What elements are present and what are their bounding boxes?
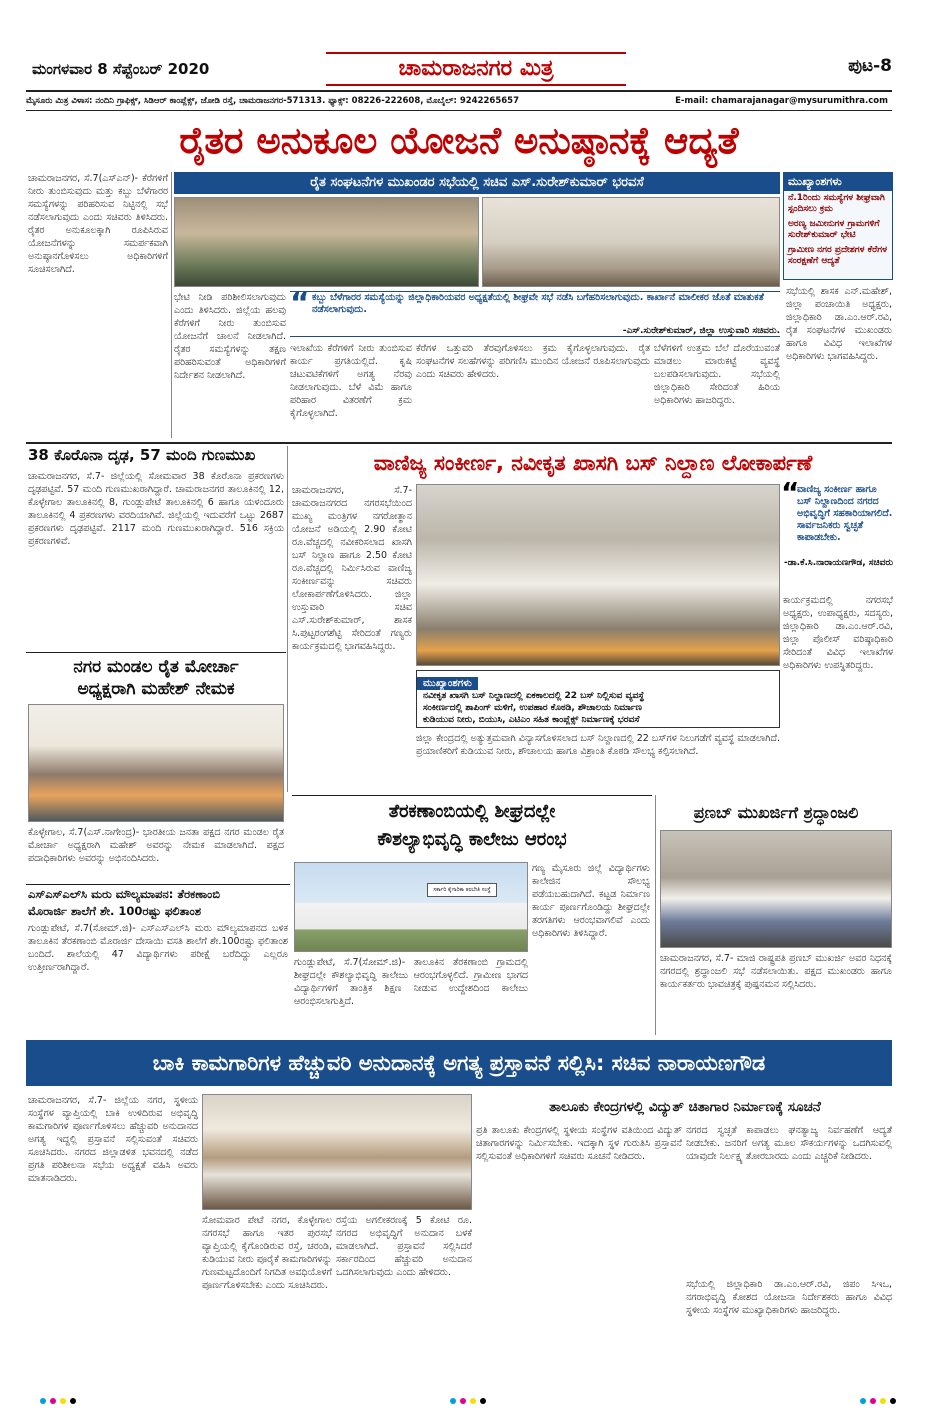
registration-dot-icon (40, 1398, 46, 1404)
corona-headline: 38 ಕೊರೊನಾ ದೃಢ, 57 ಮಂದಿ ಗುಣಮುಖ (28, 446, 256, 464)
bus-stand-highlight-item: ನವೀಕೃತ ಖಾಸಗಿ ಬಸ್ ನಿಲ್ದಾಣದಲ್ಲಿ ಏಕಕಾಲದಲ್ಲಿ 22 ಬಸ್ ನಿಲ್ಲಿಸುವ ವ್ಯವಸ್ಥೆ (423, 691, 645, 701)
mahesh-headline (28, 656, 284, 702)
bus-stand-headline: ವಾಣಿಜ್ಯ ಸಂಕೀರ್ಣ, ನವೀಕೃತ ಖಾಸಗಿ ಬಸ್ ನಿಲ್ದಾಣ ಲೋಕಾರ್ಪಣೆ (373, 451, 813, 475)
masthead (26, 52, 892, 88)
registration-dot-icon (890, 1398, 896, 1404)
mahesh-photo-felicitation (28, 704, 284, 822)
lead-highlight-item: ಅರಣ್ಯ ಜಮೀನುಗಳ ಗ್ರಾಮಗಳಿಗೆ ಸುರೇಶ್‌ಕುಮಾರ್ ಭೇಟಿ (788, 219, 880, 240)
lead-col-a: ಭೇಟಿ ನೀಡಿ ಪರಿಶೀಲಿಸಲಾಗುವುದು ಎಂದು ತಿಳಿಸಿದರು. ಜಿಲ್ಲೆಯ ಹಲವು ಕೆರೆಗಳಿಗೆ ನೀರು ತುಂಬಿಸುವ ಯೋಜನೆಗೆ ಚಾಲನೆ ನೀಡಲಾಗಿದೆ. ರೈತರ ಸಮಸ್ಯೆಗಳನ್ನು ತಕ್ಷಣ ಪರಿಹರಿಸುವಂತೆ ಅಧಿಕಾರಿಗಳಿಗೆ ನಿರ್ದೇಶನ ನೀಡಲಾಗಿದೆ. (174, 292, 286, 381)
publisher-strip (26, 93, 892, 109)
masthead-logo (326, 52, 626, 86)
bus-stand-highlight-item: ಕುಡಿಯುವ ನೀರು, ಬಿಯುಸಿ, ಎಟಿಎಂ ಸಹಿತ ಕಾಂಪ್ಲೆಕ್ಸ್ ನಿರ್ಮಾಣಕ್ಕೆ ಭರವಸೆ (423, 715, 640, 725)
pranab-photo-tribute (660, 830, 892, 948)
pranab-headline: ಪ್ರಣಬ್ ಮುಖರ್ಜಿಗೆ ಶ್ರದ್ಧಾಂಜಲಿ (693, 803, 859, 822)
bottom-col3: ರಸ್ತೆಯ ಅಗಲೀಕರಣಕ್ಕೆ 5 ಕೋಟಿ ರೂ. ನಗರದ ಅಭಿವೃದ್ಧಿಗೆ ಅನುದಾನ ಬಳಕೆ ಮಾಡಲಾಗಿದೆ. ಪ್ರಸ್ತಾವನೆ ಸಲ್ಲಿಸಿದರೆ ಸರ್ಕಾರದಿಂದ ಹೆಚ್ಚುವರಿ ಅನುದಾನ ಒದಗಿಸಲಾಗುವುದು ಎಂದು ಹೇಳಿದರು. (336, 1215, 472, 1278)
sslc-headline-line1: ಎಸ್‌ಎಸ್‌ಎಲ್‌ಸಿ ಮರು ಮೌಲ್ಯಮಾಪನ: ತೆರಕಣಾಂಬಿ (28, 887, 221, 901)
bottom-col4: ಪ್ರತಿ ತಾಲೂಕು ಕೇಂದ್ರಗಳಲ್ಲಿ ಸ್ಥಳೀಯ ಸಂಸ್ಥೆಗಳ ವತಿಯಿಂದ ವಿದ್ಯುತ್ ಚಿತಾಗಾರಗಳನ್ನು ನಿರ್ಮಿಸಬೇಕು. ಇದಕ್ಕಾಗಿ ಸ್ಥಳ ಗುರುತಿಸಿ ಪ್ರಸ್ತಾವನೆ ಸಲ್ಲಿಸುವಂತೆ ಅಧಿಕಾರಿಗಳಿಗೆ ಸಚಿವರು ಸೂಚನೆ ನೀಡಿದರು. (476, 1125, 682, 1162)
lead-highlight-item: ಗ್ರಾಮೀಣ ನಗರ ಪ್ರದೇಶಗಳ ಕೆರೆಗಳ ಸಂರಕ್ಷಣೆಗೆ ಆದ್ಯತೆ (788, 245, 887, 266)
college-headline (294, 798, 650, 860)
bus-stand-quote-author: -ಡಾ.ಕೆ.ಸಿ.ನಾರಾಯಣಗೌಡ, ಸಚಿವರು (784, 558, 893, 568)
bus-stand-photo-inauguration (416, 484, 780, 666)
bus-stand-quote-text: ವಾಣಿಜ್ಯ ಸಂಕೀರ್ಣ ಹಾಗೂ ಬಸ್ ನಿಲ್ದಾಣದಿಂದ ನಗರದ ಅಭಿವೃದ್ಧಿಗೆ ಸಹಕಾರಿಯಾಗಲಿದೆ. ಸಾರ್ವಜನಿಕರು ಸ್ವಚ್ಛತೆ ಕಾಪಾಡಬೇಕು. (797, 484, 893, 543)
registration-dot-icon (470, 1398, 476, 1404)
registration-dot-icon (860, 1398, 866, 1404)
bus-stand-body2: ಜಿಲ್ಲಾ ಕೇಂದ್ರದಲ್ಲಿ ಅತ್ಯುತ್ತಮವಾಗಿ ವಿನ್ಯಾಸಗೊಳಿಸಲಾದ ಬಸ್ ನಿಲ್ದಾಣದಲ್ಲಿ 22 ಬಸ್‌ಗಳ ನಿಲುಗಡೆಗೆ ವ್ಯವಸ್ಥೆ ಮಾಡಲಾಗಿದೆ. ಪ್ರಯಾಣಿಕರಿಗೆ ಕುಡಿಯುವ ನೀರು, ಶೌಚಾಲಯ ಹಾಗೂ ವಿಶ್ರಾಂತಿ ಕೊಠಡಿ ಸೌಲಭ್ಯ ಕಲ್ಪಿಸಲಾಗಿದೆ. (416, 733, 780, 757)
masthead-date: ಮಂಗಳವಾರ 8 ಸೆಪ್ಟೆಂಬರ್ 2020 (32, 60, 210, 78)
college-body2: ಗಣ್ಯ ಮೈಸೂರು ಜಿಲ್ಲೆ ವಿದ್ಯಾರ್ಥಿಗಳು ಕಾಲೇಜಿನ ಸೌಲಭ್ಯ ಪಡೆಯಬಹುದಾಗಿದೆ. ಕಟ್ಟಡ ನಿರ್ಮಾಣ ಕಾರ್ಯ ಪೂರ್ಣಗೊಂಡಿದ್ದು ಶೀಘ್ರದಲ್ಲೇ ತರಗತಿಗಳು ಆರಂಭವಾಗಲಿವೆ ಎಂದು ಅಧಿಕಾರಿಗಳು ತಿಳಿಸಿದ್ದಾರೆ. (532, 863, 650, 939)
bus-stand-body: ಚಾಮರಾಜನಗರ, ಸೆ.7- ಚಾಮರಾಜನಗರದ ನಗರಸಭೆಯಿಂದ ಮುಖ್ಯ ಮಂತ್ರಿಗಳ ನಗರೋತ್ಥಾನ ಯೋಜನೆ ಅಡಿಯಲ್ಲಿ 2.90 ಕೋಟಿ ರೂ.ವೆಚ್ಚದಲ್ಲಿ ನವೀಕರಿಸಲಾದ ಖಾಸಗಿ ಬಸ್ ನಿಲ್ದಾಣ ಹಾಗೂ 2.50 ಕೋಟಿ ರೂ.ವೆಚ್ಚದಲ್ಲಿ ನಿರ್ಮಿಸಿರುವ ವಾಣಿಜ್ಯ ಸಂಕೀರ್ಣವನ್ನು ಸಚಿವರು ಲೋಕಾರ್ಪಣೆಗೊಳಿಸಿದರು. ಜಿಲ್ಲಾ ಉಸ್ತುವಾರಿ ಸಚಿವ ಎಸ್.ಸುರೇಶ್‌ಕುಮಾರ್, ಶಾಸಕ ಸಿ.ಪುಟ್ಟರಂಗಶೆಟ್ಟಿ ಸೇರಿದಂತೆ ಗಣ್ಯರು ಕಾರ್ಯಕ್ರಮದಲ್ಲಿ ಭಾಗವಹಿಸಿದ್ದರು. (292, 485, 412, 652)
college-headline-line1: ತೆರಕಣಾಂಬಿಯಲ್ಲಿ ಶೀಘ್ರದಲ್ಲೇ (388, 801, 556, 822)
mahesh-headline-line2: ಅಧ್ಯಕ್ಷರಾಗಿ ಮಹೇಶ್ ನೇಮಕ (77, 679, 235, 699)
bottom-col2: ಸೋಮವಾರ ಪೇಟೆ ನಗರ, ಕೊಳ್ಳೇಗಾಲ ನಗರಸಭೆ ಹಾಗೂ ಇತರ ಪುರಸಭೆ ವ್ಯಾಪ್ತಿಯಲ್ಲಿ ಕೈಗೊಂಡಿರುವ ರಸ್ತೆ, ಚರಂಡಿ, ಕುಡಿಯುವ ನೀರು ಪೂರೈಕೆ ಕಾಮಗಾರಿಗಳನ್ನು ಗುಣಮಟ್ಟದೊಂದಿಗೆ ನಿಗದಿತ ಅವಧಿಯೊಳಗೆ ಪೂರ್ಣಗೊಳಿಸಬೇಕು ಎಂದು ಸೂಚಿಸಿದರು. (202, 1215, 332, 1291)
publisher-address: ಮೈಸೂರು ಮಿತ್ರ ವಿಳಾಸ: ನಂದಿನಿ ಗ್ರಾಫಿಕ್ಸ್, ಸಿಡಿಆರ್ ಕಾಂಪ್ಲೆಕ್ಸ್, ಜೋಡಿ ರಸ್ತೆ, ಚಾಮರಾಜನಗರ-571313. ಫ್ಯಾಕ್ಸ್: 08226-222608, ಮೊಬೈಲ್: 9242265657 (26, 96, 519, 106)
bus-stand-right-col: ಕಾರ್ಯಕ್ರಮದಲ್ಲಿ ನಗರಸಭೆ ಅಧ್ಯಕ್ಷರು, ಉಪಾಧ್ಯಕ್ಷರು, ಸದಸ್ಯರು, ಜಿಲ್ಲಾಧಿಕಾರಿ ಡಾ.ಎಂ.ಆರ್.ರವಿ, ಜಿಲ್ಲಾ ಪೊಲೀಸ್ ವರಿಷ್ಠಾಧಿಕಾರಿ ಸೇರಿದಂತೆ ವಿವಿಧ ಇಲಾಖೆಗಳ ಅಧಿಕಾರಿಗಳು ಉಪಸ್ಥಿತರಿದ್ದರು. (783, 595, 893, 671)
bus-stand-highlights-box (416, 670, 780, 728)
lead-photo-meeting-hall (174, 197, 479, 287)
college-sign: ಸರ್ಕಾರಿ ಕೈಗಾರಿಕಾ ತರಬೇತಿ ಸಂಸ್ಥೆ (427, 883, 497, 897)
registration-dot-icon (450, 1398, 456, 1404)
lead-photo-officials-dais (482, 197, 780, 287)
lead-highlight-item: ನೆ.1ರಿಂದು ಸಮಸ್ಯೆಗಳ ಶೀಘ್ರವಾಗಿ ಸ್ಪಂದಿಸಲು ಕ್ರಮ (788, 193, 885, 214)
bus-stand-highlights-title: ಮುಖ್ಯಾಂಶಗಳು (417, 677, 478, 690)
sslc-headline (28, 886, 288, 920)
registration-dot-icon (870, 1398, 876, 1404)
lead-col-b: ಇಲಾಖೆಯ ಕೆರೆಗಳಿಗೆ ನೀರು ತುಂಬಿಸುವ ಕಾರ್ಯ ಪ್ರಗತಿಯಲ್ಲಿದೆ. ಕೃಷಿ ಚಟುವಟಿಕೆಗಳಿಗೆ ಅಗತ್ಯ ನೆರವು ನೀಡಲಾಗುವುದು. ಬೆಳೆ ವಿಮೆ ಹಾಗೂ ಪರಿಹಾರ ವಿತರಣೆಗೆ ಕ್ರಮ ಕೈಗೊಳ್ಳಲಾಗಿದೆ. (290, 343, 412, 419)
mahesh-body: ಕೊಳ್ಳೇಗಾಲ, ಸೆ.7(ಎಸ್.ನಾಗೇಂದ್ರ)- ಭಾರತೀಯ ಜನತಾ ಪಕ್ಷದ ನಗರ ಮಂಡಲ ರೈತ ಮೋರ್ಚಾ ಅಧ್ಯಕ್ಷರಾಗಿ ಮಹೇಶ್ ಅವರನ್ನು ನೇಮಕ ಮಾಡಲಾಗಿದೆ. ಪಕ್ಷದ ಪದಾಧಿಕಾರಿಗಳು ಅವರನ್ನು ಅಭಿನಂದಿಸಿದರು. (28, 827, 284, 864)
bottom-photo-review-meeting (202, 1094, 472, 1210)
paper-name: ಚಾಮರಾಜನಗರ ಮಿತ್ರ (398, 56, 554, 81)
quote-mark-icon: “ (290, 286, 310, 321)
registration-marks (0, 1398, 945, 1410)
corona-body: ಚಾಮರಾಜನಗರ, ಸೆ.7- ಜಿಲ್ಲೆಯಲ್ಲಿ ಸೋಮವಾರ 38 ಕೊರೊನಾ ಪ್ರಕರಣಗಳು ದೃಢಪಟ್ಟಿವೆ. 57 ಮಂದಿ ಗುಣಮುಖರಾಗಿದ್ದಾರೆ. ಚಾಮರಾಜನಗರ ತಾಲೂಕಿನಲ್ಲಿ 12, ಕೊಳ್ಳೇಗಾಲ ತಾಲೂಕಿನಲ್ಲಿ 8, ಗುಂಡ್ಲುಪೇಟೆ ತಾಲೂಕಿನಲ್ಲಿ 6 ಹಾಗೂ ಯಳಂದೂರು ತಾಲೂಕಿನಲ್ಲಿ 4 ಪ್ರಕರಣಗಳು ವರದಿಯಾಗಿವೆ. ಜಿಲ್ಲೆಯಲ್ಲಿ ಇದುವರೆಗೆ ಒಟ್ಟು 2687 ಪ್ರಕರಣಗಳು ದೃಢಪಟ್ಟಿವೆ. 2117 ಮಂದಿ ಗುಣಮುಖರಾಗಿದ್ದಾರೆ. 516 ಸಕ್ರಿಯ ಪ್ರಕರಣಗಳಿವೆ. (28, 471, 284, 547)
lead-highlights-box (783, 172, 893, 280)
lead-highlights-title: ಮುಖ್ಯಾಂಶಗಳು (784, 173, 892, 191)
bottom-headline: ಬಾಕಿ ಕಾಮಗಾರಿಗಳ ಹೆಚ್ಚುವರಿ ಅನುದಾನಕ್ಕೆ ಅಗತ್ಯ ಪ್ರಸ್ತಾವನೆ ಸಲ್ಲಿಸಿ: ಸಚಿವ ನಾರಾಯಣಗೌಡ (26, 1040, 892, 1086)
bottom-col1: ಚಾಮರಾಜನಗರ, ಸೆ.7- ಜಿಲ್ಲೆಯ ನಗರ, ಸ್ಥಳೀಯ ಸಂಸ್ಥೆಗಳ ವ್ಯಾಪ್ತಿಯಲ್ಲಿ ಬಾಕಿ ಉಳಿದಿರುವ ಅಭಿವೃದ್ಧಿ ಕಾಮಗಾರಿಗಳ ಪೂರ್ಣಗೊಳಿಸಲು ಹೆಚ್ಚುವರಿ ಅನುದಾನದ ಅಗತ್ಯ ಇದ್ದಲ್ಲಿ ಪ್ರಸ್ತಾವನೆ ಸಲ್ಲಿಸುವಂತೆ ಸಚಿವರು ಸೂಚಿಸಿದರು. ನಗರದ ಜಿಲ್ಲಾಡಳಿತ ಭವನದಲ್ಲಿ ನಡೆದ ಪ್ರಗತಿ ಪರಿಶೀಲನಾ ಸಭೆಯ ಅಧ್ಯಕ್ಷತೆ ವಹಿಸಿ ಅವರು ಮಾತನಾಡಿದರು. (28, 1095, 198, 1184)
registration-dot-icon (460, 1398, 466, 1404)
bus-stand-highlight-item: ಸಂಕೀರ್ಣದಲ್ಲಿ ಶಾಪಿಂಗ್ ಮಳಿಗೆ, ಉಪಹಾರ ಕೊಠಡಿ, ಶೌಚಾಲಯ ನಿರ್ಮಾಣ (423, 703, 642, 713)
page-label: ಪುಟ-8 (848, 56, 892, 76)
registration-dot-icon (880, 1398, 886, 1404)
bottom-sub-headline: ತಾಲೂಕು ಕೇಂದ್ರಗಳಲ್ಲಿ ವಿದ್ಯುತ್ ಚಿತಾಗಾರ ನಿರ್ಮಾಣಕ್ಕೆ ಸೂಚನೆ (549, 1099, 821, 1115)
lead-quote-text: ಕಬ್ಬು ಬೆಳೆಗಾರರ ಸಮಸ್ಯೆಯನ್ನು ಜಿಲ್ಲಾಧಿಕಾರಿಯವರ ಅಧ್ಯಕ್ಷತೆಯಲ್ಲಿ ಶೀಘ್ರವೇ ಸಭೆ ನಡೆಸಿ ಬಗೆಹರಿಸಲಾಗುವುದು. ಕಾರ್ಖಾನೆ ಮಾಲೀಕರ ಜೊತೆ ಮಾತುಕತೆ ನಡೆಸಲಾಗುವುದು. (312, 292, 764, 315)
lead-col-c: ಕೆರೆಗಳ ಒತ್ತುವರಿ ತೆರವುಗೊಳಿಸಲು ಕ್ರಮ ಕೈಗೊಳ್ಳಲಾಗುವುದು. ರೈತ ಸಂಘಟನೆಗಳ ಸಲಹೆಗಳನ್ನು ಪರಿಗಣಿಸಿ ಮುಂದಿನ ಯೋಜನೆ ರೂಪಿಸಲಾಗುವುದು ಎಂದು ಸಚಿವರು ಹೇಳಿದರು. (416, 343, 650, 380)
lead-quote-box (290, 286, 780, 337)
lead-col1: ಚಾಮರಾಜನಗರ, ಸೆ.7(ಎಸ್‌ಎನ್)- ಕೆರೆಗಳಿಗೆ ನೀರು ತುಂಬಿಸುವುದು ಮತ್ತು ಕಬ್ಬು ಬೆಳೆಗಾರರ ಸಮಸ್ಯೆಗಳನ್ನು ಪರಿಹರಿಸುವ ನಿಟ್ಟಿನಲ್ಲಿ ಸಭೆ ನಡೆಸಲಾಗುವುದು ಎಂದು ಸಚಿವರು ತಿಳಿಸಿದರು. ರೈತರ ಅನುಕೂಲಕ್ಕಾಗಿ ರೂಪಿಸಿರುವ ಯೋಜನೆಗಳನ್ನು ಸಮರ್ಪಕವಾಗಿ ಅನುಷ್ಠಾನಗೊಳಿಸಲು ಅಧಿಕಾರಿಗಳಿಗೆ ಸೂಚಿಸಲಾಗಿದೆ. (28, 173, 168, 275)
lead-subhead: ರೈತ ಸಂಘಟನೆಗಳ ಮುಖಂಡರ ಸಭೆಯಲ್ಲಿ ಸಚಿವ ಎಸ್.ಸುರೇಶ್‌ಕುಮಾರ್ ಭರವಸೆ (174, 172, 780, 194)
bus-stand-quote-box (781, 476, 893, 590)
quote-mark-icon: “ (781, 476, 800, 509)
college-body: ಗುಂಡ್ಲುಪೇಟೆ, ಸೆ.7(ಸೋಮ್.ಜಿ)- ತಾಲೂಕಿನ ತೆರಕಣಾಂಬಿ ಗ್ರಾಮದಲ್ಲಿ ಶೀಘ್ರದಲ್ಲೇ ಕೌಶಲ್ಯಾಭಿವೃದ್ಧಿ ಕಾಲೇಜು ಆರಂಭಗೊಳ್ಳಲಿದೆ. ಗ್ರಾಮೀಣ ಭಾಗದ ವಿದ್ಯಾರ್ಥಿಗಳಿಗೆ ತಾಂತ್ರಿಕ ಶಿಕ್ಷಣ ನೀಡುವ ಉದ್ದೇಶದಿಂದ ಕಾಲೇಜು ಆರಂಭಿಸಲಾಗುತ್ತಿದೆ. (294, 957, 528, 1007)
registration-dot-icon (70, 1398, 76, 1404)
sslc-body: ಗುಂಡ್ಲುಪೇಟೆ, ಸೆ.7(ಸೋಮ್.ಜಿ)- ಎಸ್‌ಎಸ್‌ಎಲ್‌ಸಿ ಮರು ಮೌಲ್ಯಮಾಪನದ ಬಳಿಕ ತಾಲೂಕಿನ ತೆರಕಣಾಂಬಿ ಮೊರಾರ್ಜಿ ದೇಸಾಯಿ ವಸತಿ ಶಾಲೆಗೆ ಶೇ.100ರಷ್ಟು ಫಲಿತಾಂಶ ಬಂದಿದೆ. ಶಾಲೆಯಲ್ಲಿ 47 ವಿದ್ಯಾರ್ಥಿಗಳು ಪರೀಕ್ಷೆ ಬರೆದಿದ್ದು ಎಲ್ಲರೂ ಉತ್ತೀರ್ಣರಾಗಿದ್ದಾರೆ. (28, 923, 288, 973)
pranab-body: ಚಾಮರಾಜನಗರ, ಸೆ.7- ಮಾಜಿ ರಾಷ್ಟ್ರಪತಿ ಪ್ರಣಬ್ ಮುಖರ್ಜಿ ಅವರ ನಿಧನಕ್ಕೆ ನಗರದಲ್ಲಿ ಶ್ರದ್ಧಾಂಜಲಿ ಸಭೆ ನಡೆಸಲಾಯಿತು. ಪಕ್ಷದ ಮುಖಂಡರು ಹಾಗೂ ಕಾರ್ಯಕರ್ತರು ಭಾವಚಿತ್ರಕ್ಕೆ ಪುಷ್ಪನಮನ ಸಲ್ಲಿಸಿದರು. (660, 953, 892, 990)
registration-dot-icon (60, 1398, 66, 1404)
lead-col-d: ಬೆಳೆಗಳಿಗೆ ಉತ್ತಮ ಬೆಲೆ ದೊರೆಯುವಂತೆ ಮಾಡಲು ಮಾರುಕಟ್ಟೆ ವ್ಯವಸ್ಥೆ ಬಲಪಡಿಸಲಾಗುವುದು. ಸಭೆಯಲ್ಲಿ ಜಿಲ್ಲಾಧಿಕಾರಿ ಸೇರಿದಂತೆ ಹಿರಿಯ ಅಧಿಕಾರಿಗಳು ಹಾಜರಿದ್ದರು. (654, 343, 780, 406)
college-photo-building (294, 862, 528, 952)
sslc-headline-line2: ಮೊರಾರ್ಜಿ ಶಾಲೆಗೆ ಶೇ. 100ರಷ್ಟು ಫಲಿತಾಂಶ (28, 904, 202, 918)
registration-dot-icon (50, 1398, 56, 1404)
publisher-email: E-mail: chamarajanagar@mysurumithra.com (675, 96, 888, 106)
lead-headline: ರೈತರ ಅನುಕೂಲ ಯೋಜನೆ ಅನುಷ್ಠಾನಕ್ಕೆ ಆದ್ಯತೆ (179, 119, 739, 162)
registration-dot-icon (480, 1398, 486, 1404)
college-headline-line2: ಕೌಶಲ್ಯಾಭಿವೃದ್ಧಿ ಕಾಲೇಜು ಆರಂಭ (377, 829, 567, 850)
lead-quote-author: -ಎಸ್.ಸುರೇಶ್‌ಕುಮಾರ್, ಜಿಲ್ಲಾ ಉಸ್ತುವಾರಿ ಸಚಿವರು. (622, 326, 780, 336)
lead-col-e: ಸಭೆಯಲ್ಲಿ ಶಾಸಕ ಎನ್.ಮಹೇಶ್, ಜಿಲ್ಲಾ ಪಂಚಾಯಿತಿ ಅಧ್ಯಕ್ಷರು, ಜಿಲ್ಲಾಧಿಕಾರಿ ಡಾ.ಎಂ.ಆರ್.ರವಿ, ರೈತ ಸಂಘಟನೆಗಳ ಮುಖಂಡರು ಹಾಗೂ ವಿವಿಧ ಇಲಾಖೆಗಳ ಅಧಿಕಾರಿಗಳು ಭಾಗವಹಿಸಿದ್ದರು. (786, 286, 892, 362)
bottom-col5: ನಗರದ ಸ್ವಚ್ಛತೆ ಕಾಪಾಡಲು ಘನತ್ಯಾಜ್ಯ ನಿರ್ವಹಣೆಗೆ ಆದ್ಯತೆ ನೀಡಬೇಕು. ಜನರಿಗೆ ಅಗತ್ಯ ಮೂಲ ಸೌಕರ್ಯಗಳನ್ನು ಒದಗಿಸುವಲ್ಲಿ ಯಾವುದೇ ನಿರ್ಲಕ್ಷ್ಯ ತೋರಬಾರದು ಎಂದು ಎಚ್ಚರಿಕೆ ನೀಡಿದರು. (686, 1125, 892, 1162)
bottom-col6: ಸಭೆಯಲ್ಲಿ ಜಿಲ್ಲಾಧಿಕಾರಿ ಡಾ.ಎಂ.ಆರ್.ರವಿ, ಜಿಪಂ ಸಿಇಒ, ನಗರಾಭಿವೃದ್ಧಿ ಕೋಶದ ಯೋಜನಾ ನಿರ್ದೇಶಕರು ಹಾಗೂ ವಿವಿಧ ಸ್ಥಳೀಯ ಸಂಸ್ಥೆಗಳ ಮುಖ್ಯಾಧಿಕಾರಿಗಳು ಹಾಜರಿದ್ದರು. (686, 1279, 892, 1316)
mahesh-headline-line1: ನಗರ ಮಂಡಲ ರೈತ ಮೋರ್ಚಾ (73, 657, 239, 677)
